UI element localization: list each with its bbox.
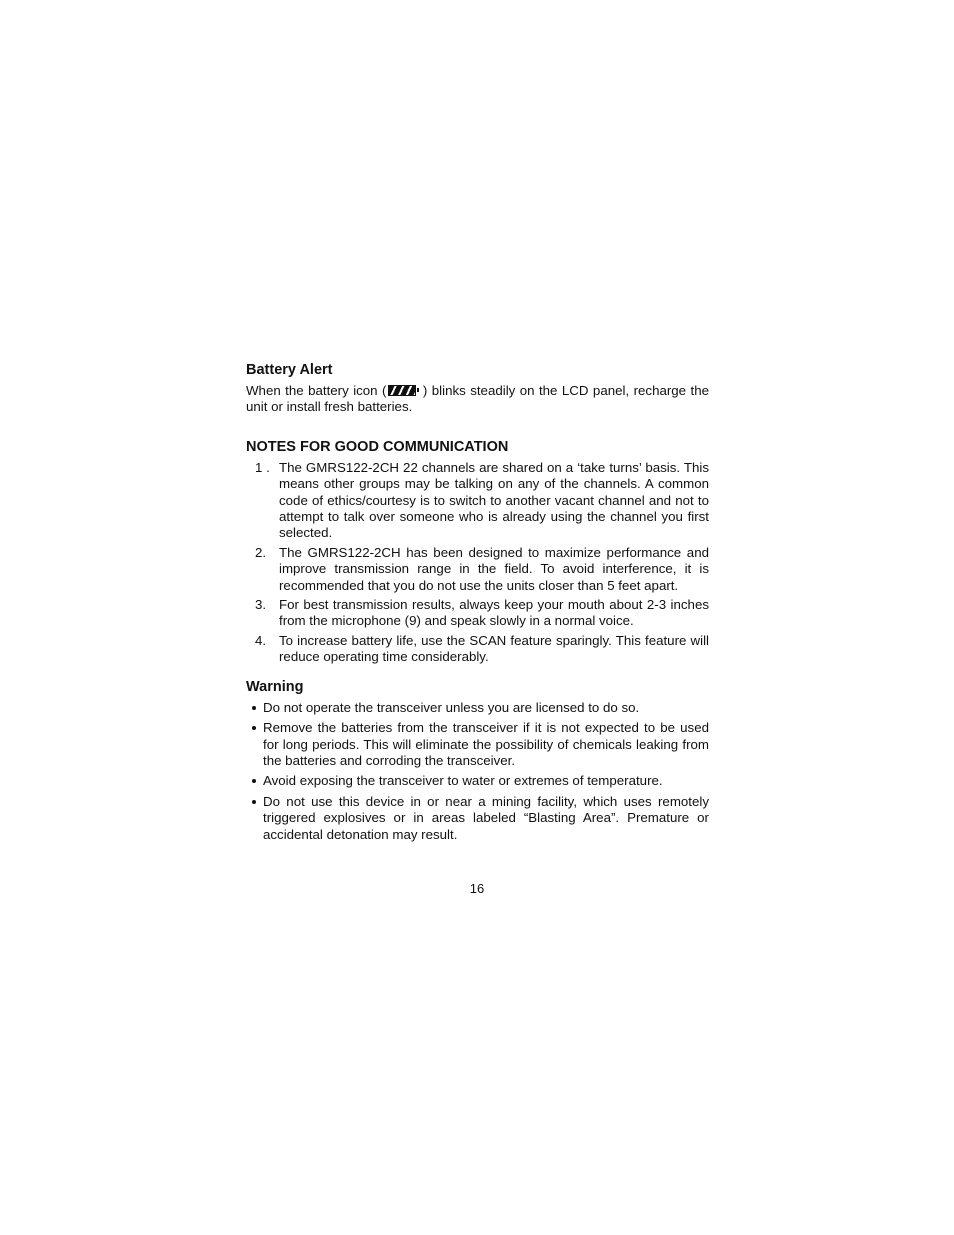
warning-heading: Warning — [246, 678, 304, 695]
battery-icon — [388, 385, 416, 396]
notes-section — [246, 438, 709, 666]
bullet-icon — [252, 706, 256, 710]
battery-alert-heading: Battery Alert — [246, 362, 333, 378]
battery-alert-text-before: When the battery icon ( — [246, 383, 387, 398]
list-item-number: 3. — [255, 597, 267, 613]
list-item — [246, 700, 709, 716]
notes-heading: NOTES FOR GOOD COMMUNICATION — [246, 438, 509, 455]
list-item-text: The GMRS122-2CH 22 channels are shared on a ‘take turns’ basis. This means other groups may be talking on any of the channels. A common code of ethics/courtesy is to switch to another vacant channel and not to attempt to talk over someone who is already using the channel you first selected. — [279, 459, 709, 541]
list-item-text: The GMRS122-2CH has been designed to maximize performance and improve transmission range in the field. To avoid interference, it is recommended that you do not use the units closer than 5 feet apart. — [279, 544, 709, 593]
list-item-text: Remove the batteries from the transceiver if it is not expected to be used for long periods. This will eliminate the possibility of chemicals leaking from the batteries and corroding the transceiver. — [263, 720, 709, 768]
battery-alert-text — [246, 383, 709, 416]
list-item — [246, 633, 709, 666]
manual-page-content — [246, 361, 709, 847]
list-item-number: 2. — [255, 544, 267, 560]
bullet-icon — [252, 800, 256, 804]
list-item — [246, 773, 709, 789]
battery-alert-section — [246, 361, 709, 416]
page-number: 16 — [469, 881, 485, 896]
list-item — [246, 460, 709, 542]
bullet-icon — [252, 726, 256, 730]
warning-section — [246, 678, 709, 843]
bullet-icon — [252, 779, 256, 783]
list-item-text: Do not operate the transceiver unless you are licensed to do so. — [263, 699, 640, 715]
warning-list — [246, 700, 709, 843]
list-item — [246, 720, 709, 769]
list-item — [246, 545, 709, 594]
list-item-number: 1 . — [255, 459, 270, 475]
list-item-text: To increase battery life, use the SCAN feature sparingly. This feature will reduce operating time considerably. — [279, 632, 709, 665]
list-item — [246, 794, 709, 843]
list-item — [246, 597, 709, 630]
list-item-text: For best transmission results, always keep your mouth about 2-3 inches from the microphone (9) and speak slowly in a normal voice. — [279, 597, 709, 629]
list-item-text: Do not use this device in or near a mining facility, which uses remotely triggered explosives or in areas labeled “Blasting Area”. Premature or accidental detonation may result. — [263, 793, 709, 842]
notes-list — [246, 460, 709, 666]
list-item-text: Avoid exposing the transceiver to water or extremes of temperature. — [263, 773, 663, 789]
battery-alert-text-after: ) blinks steadily on the LCD panel, recharge the unit or install fresh batteries. — [246, 383, 709, 415]
list-item-number: 4. — [255, 632, 267, 648]
